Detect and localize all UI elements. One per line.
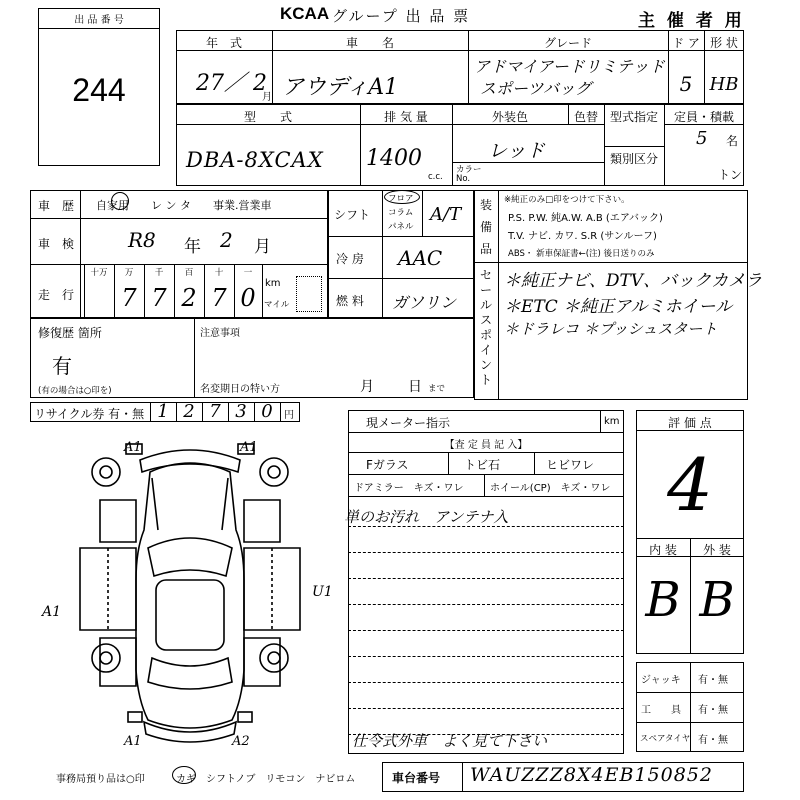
lot-number: 244 [72, 72, 126, 108]
rating-value: 4 [667, 443, 713, 527]
deadline-day: 日 [408, 379, 422, 395]
crack-label: ヒビワレ [546, 458, 595, 472]
digit-header-5: 一 [243, 268, 253, 278]
repair-value: 有 [52, 354, 72, 378]
year-label: 年 式 [205, 36, 242, 50]
glass-label: Fガラス [366, 458, 409, 472]
tool-tools-value: 有・無 [698, 705, 728, 716]
mileage-label: 走 行 [38, 288, 75, 302]
deadline-label: 名変期日の特い方 [200, 384, 280, 395]
tool-jack-value: 有・無 [698, 675, 728, 686]
mileage-digit-1: 7 [121, 284, 137, 312]
shift-floor: フロア [388, 194, 414, 204]
history-label: 車 歴 [38, 199, 75, 213]
color-no-label: カラー No. [456, 165, 482, 184]
fuel-value: ガソリン [392, 293, 457, 312]
header-title: グループ 出 品 票 [332, 7, 471, 25]
history-options: 自家用 レ ン タ 事業.営業車 [96, 199, 272, 212]
mileage-digit-2: 7 [151, 284, 167, 312]
caution-label: 注意事項 [200, 328, 240, 339]
chip-label: トビ石 [464, 458, 501, 472]
shaken-year-unit: 年 [184, 237, 201, 257]
recycle-digit-2: 7 [209, 401, 221, 422]
mileage-digit-3: 2 [181, 284, 197, 312]
grade-value-2: スポーツバッグ [480, 79, 592, 98]
private-circle [111, 192, 129, 210]
shaken-month-unit: 月 [254, 237, 271, 257]
tool-jack-label: ジャッキ [641, 675, 681, 686]
digit-header-0: 十万 [90, 268, 108, 278]
exterior-color-value: レッド [488, 140, 545, 162]
digit-header-1: 万 [124, 268, 134, 278]
vin-value: WAUZZZ8X4EB150852 [470, 764, 713, 786]
ton-unit: トン [718, 168, 743, 182]
mile-check-box [296, 276, 322, 312]
rating-label: 評 価 点 [668, 416, 712, 430]
digit-header-2: 千 [154, 268, 164, 278]
exterior-label: 外 装 [703, 543, 731, 557]
sales-point-label: セールスポイント [480, 268, 493, 387]
displacement-value: 1400 [366, 146, 422, 171]
recycle-unit: 円 [284, 410, 294, 421]
sales-point-3: ＊ドラレコ ＊プッシュスタート [504, 320, 718, 338]
floor-circle [384, 190, 420, 204]
repair-label: 修復歴 箇所 [38, 326, 102, 340]
damage-mark-2: A1 [240, 440, 258, 455]
doors-value: 5 [679, 72, 693, 96]
month-unit: 月 [262, 92, 272, 103]
damage-mark-5: A1 [124, 734, 142, 749]
recycle-digit-1: 2 [183, 401, 195, 422]
body-type-value: HB [709, 74, 739, 95]
fuel-label: 燃 料 [336, 294, 364, 308]
deadline-month: 月 [360, 379, 374, 395]
exterior-value: B [699, 572, 735, 628]
lot-label: 出 品 番 号 [74, 15, 124, 26]
inspector-comment-1: 単のお汚れ アンテナ入 [344, 508, 509, 526]
recolor-label: 色替 [573, 110, 598, 124]
deadline-until: まで [428, 384, 446, 394]
shift-panel: パネル [388, 222, 414, 232]
grade-value-1: アドマイアードリミテッド [474, 57, 665, 76]
shaken-label: 車 検 [38, 237, 75, 251]
office-note: 事務局預り品は○印 [56, 774, 145, 785]
digit-header-3: 百 [184, 268, 194, 278]
car-name-value: アウディA1 [282, 75, 399, 100]
inspector-comment-2: 仕令式外車 よく見て下さい [352, 732, 548, 750]
tool-tools-label: 工 具 [641, 705, 681, 716]
year-value: 27／ 2 [196, 71, 267, 96]
model-label: 型 式 [243, 110, 292, 124]
capacity-label: 定員・積載 [673, 110, 734, 124]
capacity-unit: 名 [726, 134, 739, 148]
shaken-month: 2 [220, 228, 233, 252]
tool-spare-label: スペアタイヤ [640, 734, 691, 744]
vin-label: 車台番号 [392, 771, 441, 785]
equipment-line3: ABS・ 新車保証書←(注) 後日送りのみ [508, 249, 655, 259]
equipment-line2: T.V. ナビ. カワ. S.R (サンルーフ) [508, 231, 657, 242]
doors-label: ド ア [672, 36, 700, 50]
cc-unit: c.c. [428, 172, 443, 182]
repair-note: (有の場合は○印を) [38, 386, 112, 396]
shift-value: A/T [430, 204, 462, 225]
grade-label: グレード [543, 36, 592, 50]
sales-point-1: ＊純正ナビ、DTV、バックカメラ [504, 271, 763, 291]
class-label: 類別区分 [609, 152, 658, 166]
car-damage-diagram [40, 430, 340, 760]
equipment-note: ※純正のみ□印をつけて下さい。 [504, 195, 630, 205]
meter-label: 現メーター指示 [366, 416, 451, 430]
car-name-label: 車 名 [345, 36, 394, 50]
wheel-label: ホイール(CP) キズ・ワレ [490, 483, 611, 494]
sales-point-2: ＊ETC ＊純正アルミホイール [504, 297, 733, 317]
digit-header-4: 十 [214, 268, 224, 278]
body-type-label: 形 状 [710, 36, 738, 50]
equipment-line1: P.S. P.W. 純A.W. A.B (エアバック) [508, 213, 663, 224]
equipment-label: 装備品 [480, 198, 493, 256]
shift-label: シフト [334, 208, 371, 222]
office-items: カギ シフトノブ リモコン ナビロム [176, 774, 356, 785]
interior-label: 内 装 [649, 543, 677, 557]
exterior-color-label: 外装色 [491, 110, 528, 124]
tool-spare-value: 有・無 [698, 735, 728, 746]
mile-unit: マイル [264, 300, 290, 310]
damage-mark-3: A1 [42, 604, 62, 620]
recycle-digit-0: 1 [157, 401, 169, 422]
header-logo: KCAA [280, 4, 330, 23]
ac-value: AAC [398, 246, 443, 270]
mirror-label: ドアミラー キズ・ワレ [354, 483, 464, 494]
model-value: DBA-8XCAX [186, 148, 324, 172]
shift-column: コラム [388, 208, 414, 218]
recycle-digit-4: 0 [261, 401, 273, 422]
ac-label: 冷 房 [336, 252, 364, 266]
km-unit: km [265, 278, 281, 289]
interior-value: B [645, 572, 681, 628]
key-circle [172, 766, 196, 784]
header-organizer: 主 催 者 用 [638, 11, 745, 31]
meter-unit: km [604, 416, 620, 427]
mileage-digit-5: 0 [240, 284, 256, 312]
mileage-digit-4: 7 [211, 284, 227, 312]
recycle-label: リサイクル券 有・無 [34, 407, 145, 421]
model-spec-label: 型式指定 [609, 110, 658, 124]
displacement-label: 排 気 量 [384, 110, 428, 124]
inspector-title: 【査 定 員 記 入】 [444, 440, 528, 451]
damage-mark-4: U1 [312, 584, 333, 600]
recycle-digit-3: 3 [235, 401, 247, 422]
capacity-value: 5 [696, 128, 708, 149]
shaken-era: R8 [128, 228, 156, 252]
damage-mark-6: A2 [232, 734, 250, 749]
damage-mark-1: A1 [124, 440, 142, 455]
